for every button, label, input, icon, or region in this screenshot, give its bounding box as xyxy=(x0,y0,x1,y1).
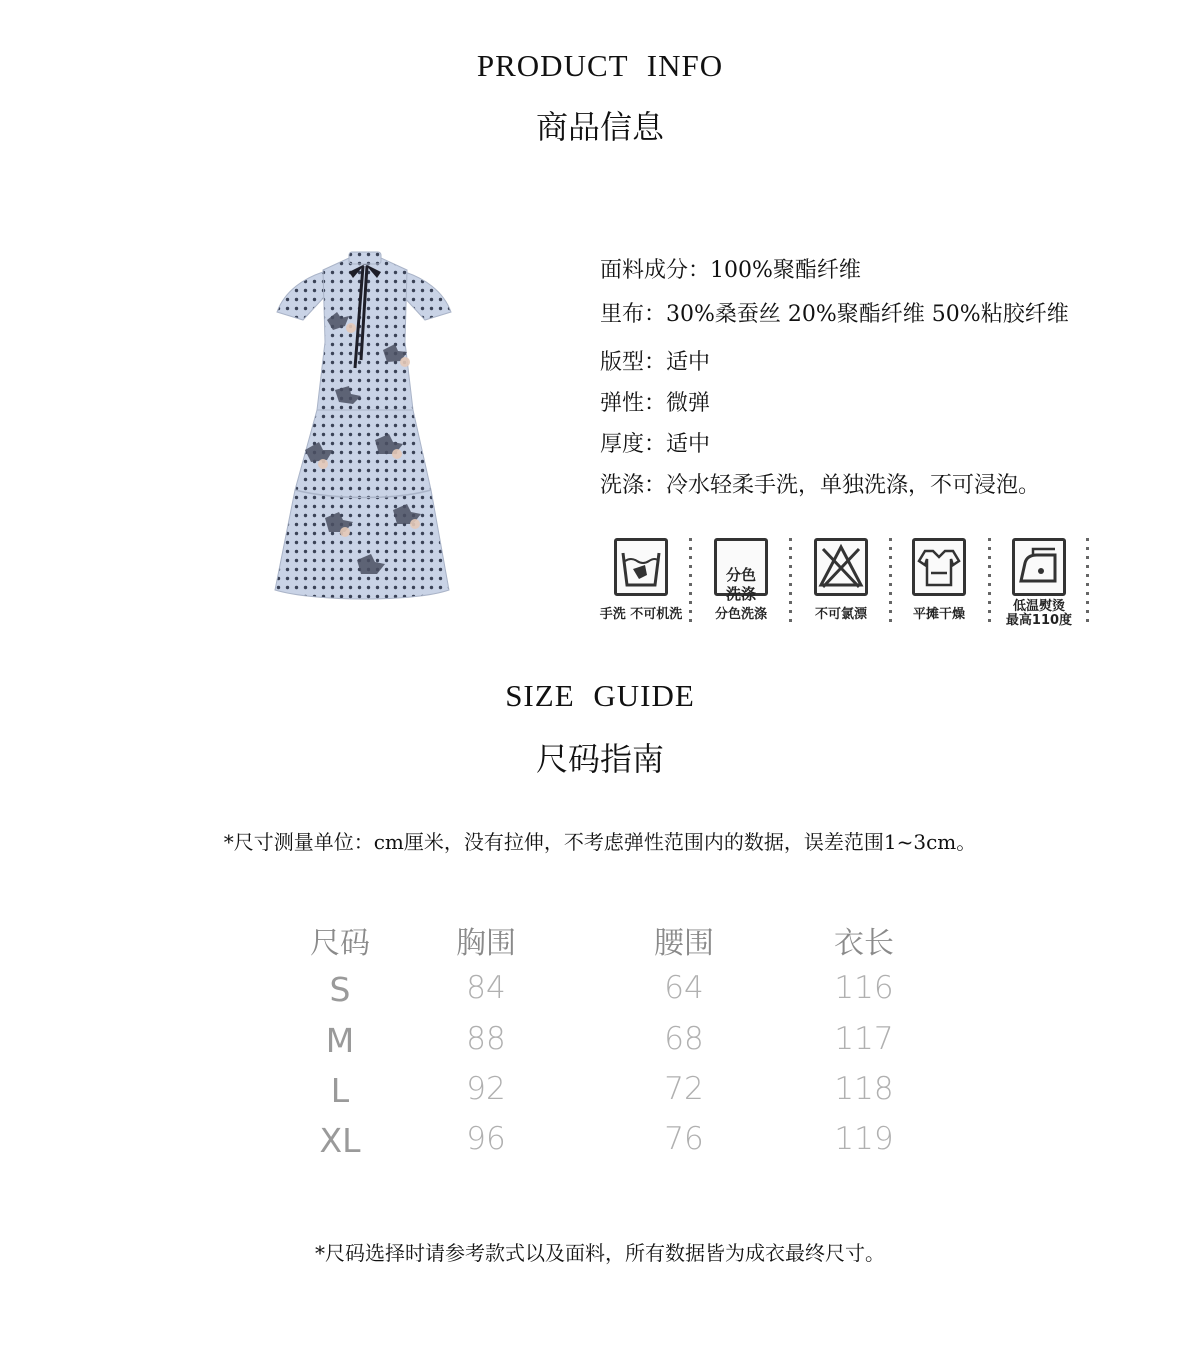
spec-fit-label: 版型： xyxy=(600,350,667,375)
table-cell-size: S xyxy=(329,970,351,1009)
spec-fabric-value: 100%聚酯纤维 xyxy=(710,258,861,283)
footer-note: *尺码选择时请参考款式以及面料，所有数据皆为成衣最终尺寸。 xyxy=(315,1241,885,1265)
product-info-title-cn: 商品信息 xyxy=(535,108,664,146)
dress-product-image xyxy=(265,250,465,620)
table-cell-waist: 76 xyxy=(664,1121,704,1157)
table-cell-waist: 72 xyxy=(664,1071,704,1107)
divider-dots xyxy=(689,538,692,624)
table-cell-waist: 68 xyxy=(664,1021,704,1057)
no-bleach-icon xyxy=(814,538,868,596)
care-item-hand-wash xyxy=(596,532,686,640)
table-cell-size: L xyxy=(330,1071,350,1110)
spec-fabric-label: 面料成分： xyxy=(600,258,711,283)
spec-fit-value: 适中 xyxy=(666,350,711,375)
care-label-low-iron: 低温熨烫 最高110度 xyxy=(1005,599,1073,628)
care-item-no-bleach xyxy=(796,532,886,640)
spec-fit xyxy=(600,345,710,376)
table-cell-size: XL xyxy=(319,1121,361,1160)
table-header-size: 尺码 xyxy=(310,926,370,961)
spec-thickness-value: 适中 xyxy=(666,432,711,457)
care-label-hand-wash: 手洗 不可机洗 xyxy=(599,607,683,622)
size-guide-title-en: SIZE GUIDE xyxy=(505,678,695,713)
care-label-no-bleach: 不可氯漂 xyxy=(814,607,867,622)
spec-thickness xyxy=(600,427,710,458)
care-item-low-iron xyxy=(994,532,1084,640)
spec-lining xyxy=(600,297,1069,328)
table-header-bust: 胸围 xyxy=(456,926,516,961)
separate-wash-icon xyxy=(714,538,768,603)
spec-lining-value: 30%桑蚕丝 20%聚酯纤维 50%粘胶纤维 xyxy=(666,302,1069,327)
spec-fabric xyxy=(600,253,861,284)
care-item-flat-dry xyxy=(894,532,984,640)
table-cell-bust: 92 xyxy=(466,1071,506,1107)
table-header-length: 衣长 xyxy=(834,926,894,961)
separate-wash-icon-text: 分色 洗涤 xyxy=(725,566,756,603)
table-cell-waist: 64 xyxy=(664,970,704,1006)
care-label-separate-wash: 分色洗涤 xyxy=(714,607,767,622)
table-cell-length: 118 xyxy=(834,1071,894,1107)
table-cell-length: 117 xyxy=(834,1021,894,1057)
table-cell-bust: 88 xyxy=(466,1021,506,1057)
spec-elasticity-label: 弹性： xyxy=(600,391,667,416)
table-cell-size: M xyxy=(325,1021,355,1060)
spec-washing xyxy=(600,468,1040,499)
spec-thickness-label: 厚度： xyxy=(600,432,667,457)
spec-washing-value: 冷水轻柔手洗，单独洗涤，不可浸泡。 xyxy=(666,473,1041,498)
spec-elasticity-value: 微弹 xyxy=(666,391,711,416)
table-cell-length: 119 xyxy=(834,1121,894,1157)
hand-wash-icon xyxy=(614,538,668,596)
divider-dots xyxy=(889,538,892,624)
divider-dots xyxy=(988,538,991,624)
flat-dry-icon xyxy=(912,538,966,596)
divider-dots xyxy=(1086,538,1089,624)
spec-elasticity xyxy=(600,386,710,417)
spec-washing-label: 洗涤： xyxy=(600,473,667,498)
size-guide-title-cn: 尺码指南 xyxy=(535,740,664,778)
table-cell-bust: 96 xyxy=(466,1121,506,1157)
table-cell-length: 116 xyxy=(834,970,894,1006)
care-item-separate-wash xyxy=(696,532,786,640)
spec-lining-label: 里布： xyxy=(600,302,667,327)
low-iron-icon xyxy=(1012,538,1066,596)
product-info-title-en: PRODUCT INFO xyxy=(476,48,724,83)
table-header-waist: 腰围 xyxy=(654,926,714,961)
divider-dots xyxy=(789,538,792,624)
care-label-flat-dry: 平摊干燥 xyxy=(912,607,965,622)
unit-note: *尺寸测量单位：cm厘米，没有拉伸，不考虑弹性范围内的数据，误差范围1~3cm。 xyxy=(223,830,977,854)
table-cell-bust: 84 xyxy=(466,970,506,1006)
care-icons-strip xyxy=(596,532,1096,640)
